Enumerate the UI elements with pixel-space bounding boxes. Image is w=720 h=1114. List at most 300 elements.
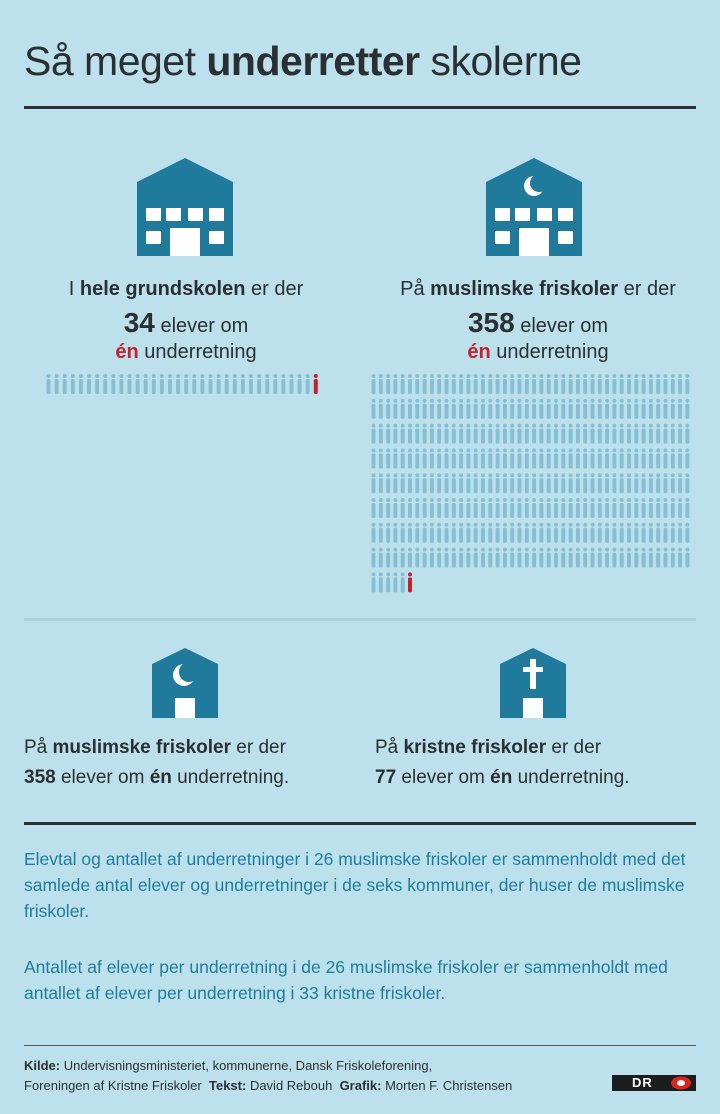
person-icon [525,374,529,394]
person-icon [273,374,277,394]
person-icon [474,424,478,444]
person-icon [408,498,412,518]
source-credits: Kilde: Undervisningsministeriet, kommunerne, Dansk Friskoleforening, Foreningen af Kristne Friskoler Tekst: David Rebouh Grafik: Morten F. Christensen [24,1058,513,1093]
person-icon [257,374,261,394]
person-icon [678,498,682,518]
person-icon [561,548,565,568]
person-icon [249,374,253,394]
person-icon [474,448,478,468]
person-icon [518,548,522,568]
person-icon [576,498,580,518]
person-icon [488,548,492,568]
person-icon [401,473,405,493]
muslim-schools-pictogram [371,374,701,596]
person-icon [569,424,573,444]
person-icon [598,424,602,444]
person-icon [430,523,434,543]
person-icon [393,572,397,592]
person-icon [63,374,67,394]
person-icon [510,448,514,468]
person-icon [685,448,689,468]
person-icon [525,399,529,419]
person-icon [445,523,449,543]
person-icon [671,523,675,543]
person-icon [525,523,529,543]
person-icon [459,399,463,419]
person-icon [649,473,653,493]
person-icon [393,374,397,394]
person-icon [627,448,631,468]
person-icon [466,498,470,518]
person-icon [685,498,689,518]
person-icon [612,473,616,493]
person-icon [656,473,660,493]
person-icon [103,374,107,394]
person-icon [393,473,397,493]
person-icon [525,548,529,568]
person-icon [452,399,456,419]
person-icon [401,374,405,394]
person-icon [481,424,485,444]
person-icon [671,399,675,419]
person-icon [605,548,609,568]
person-icon [598,473,602,493]
person-icon [401,498,405,518]
person-icon [496,399,500,419]
person-icon [87,374,91,394]
person-icon [642,399,646,419]
person-icon [649,498,653,518]
person-icon [415,523,419,543]
person-icon [576,548,580,568]
person-icon [634,473,638,493]
person-icon [576,399,580,419]
person-icon [656,548,660,568]
person-icon [452,374,456,394]
person-icon [518,374,522,394]
person-icon [437,424,441,444]
person-icon [168,374,172,394]
person-icon [423,399,427,419]
person-icon [306,374,310,394]
person-icon [488,523,492,543]
person-icon [401,448,405,468]
person-icon [642,448,646,468]
grundskolen-caption: I hele grundskolen er der 34 elever om én underretning [68,278,304,363]
person-icon [415,399,419,419]
christian-schools-stat: På kristne friskoler er der 77 elever om én underretning. [375,737,630,788]
person-icon [518,399,522,419]
person-icon [71,374,75,394]
person-icon [459,523,463,543]
person-icon [408,399,412,419]
person-icon [612,374,616,394]
person-icon [415,374,419,394]
person-icon [437,448,441,468]
person-icon [386,548,390,568]
person-icon [408,473,412,493]
person-icon [685,399,689,419]
description-divider [24,822,696,825]
person-icon [598,448,602,468]
person-icon [671,424,675,444]
person-icon [554,374,558,394]
person-icon [605,374,609,394]
person-icon [525,473,529,493]
person-icon [372,448,376,468]
person-icon [547,548,551,568]
person-icon [561,523,565,543]
person-icon [532,498,536,518]
person-icon [591,374,595,394]
person-icon [488,374,492,394]
person-icon [466,374,470,394]
person-icon [605,473,609,493]
person-icon [510,399,514,419]
person-icon [466,548,470,568]
muslim-school-small-icon [152,648,218,718]
person-icon [532,374,536,394]
person-icon [415,424,419,444]
person-icon [488,498,492,518]
person-icon [620,473,624,493]
person-icon [678,448,682,468]
person-icon [503,399,507,419]
person-icon [184,374,188,394]
person-icon [55,374,59,394]
person-icon [569,399,573,419]
person-icon [445,399,449,419]
person-icon [685,374,689,394]
person-icon [634,399,638,419]
person-icon [547,448,551,468]
person-icon [401,399,405,419]
person-icon [217,374,221,394]
person-icon [583,473,587,493]
person-icon [379,448,383,468]
person-icon [642,498,646,518]
person-icon [415,448,419,468]
person-icon [561,399,565,419]
person-icon [496,498,500,518]
person-icon [496,448,500,468]
person-icon [452,498,456,518]
person-icon [685,424,689,444]
person-icon [503,374,507,394]
person-icon [510,548,514,568]
person-icon [474,399,478,419]
person-icon [510,473,514,493]
person-icon [576,448,580,468]
person-icon [241,374,245,394]
person-icon [401,548,405,568]
person-icon [612,498,616,518]
person-icon [539,374,543,394]
person-icon [459,473,463,493]
person-icon [634,424,638,444]
person-icon [518,473,522,493]
person-icon [627,424,631,444]
person-icon [569,548,573,568]
person-icon [496,424,500,444]
person-icon [591,548,595,568]
person-icon [503,548,507,568]
person-icon [445,424,449,444]
person-icon [423,424,427,444]
person-icon [481,448,485,468]
person-icon [430,498,434,518]
person-icon [445,374,449,394]
grundskolen-pictogram [46,374,336,398]
person-icon [466,523,470,543]
person-icon [605,399,609,419]
person-icon [372,498,376,518]
person-icon [160,374,164,394]
person-icon [591,473,595,493]
person-icon [569,473,573,493]
person-icon [481,548,485,568]
person-icon [474,523,478,543]
person-icon [408,548,412,568]
person-icon [642,374,646,394]
person-icon [386,498,390,518]
person-icon [459,374,463,394]
person-icon [598,523,602,543]
person-icon [554,448,558,468]
person-icon [678,374,682,394]
muslim-school-building-icon [486,158,582,256]
person-icon [591,424,595,444]
person-icon [598,374,602,394]
person-icon [583,448,587,468]
person-icon [634,374,638,394]
person-icon [627,473,631,493]
person-icon [474,498,478,518]
person-icon [200,374,204,394]
person-icon [437,498,441,518]
person-icon [437,399,441,419]
person-icon [430,448,434,468]
person-icon [510,374,514,394]
person-icon [678,548,682,568]
person-icon [496,548,500,568]
person-icon [539,448,543,468]
person-icon [649,448,653,468]
person-icon [656,399,660,419]
person-icon [561,374,565,394]
person-icon [408,448,412,468]
person-icon [95,374,99,394]
person-icon [488,424,492,444]
person-icon [466,473,470,493]
person-icon [176,374,180,394]
page-title: Så meget underretter skolerne [24,38,582,84]
person-icon [525,424,529,444]
person-icon [401,424,405,444]
person-icon [576,374,580,394]
person-icon [547,523,551,543]
person-icon [547,473,551,493]
person-icon [430,548,434,568]
person-icon [452,424,456,444]
person-icon [605,448,609,468]
person-icon [379,572,383,592]
person-icon [598,548,602,568]
person-icon [372,374,376,394]
person-icon [47,374,51,394]
person-icon [642,473,646,493]
person-icon [620,424,624,444]
person-icon [430,424,434,444]
person-icon [591,399,595,419]
person-icon [379,548,383,568]
person-icon [685,548,689,568]
person-icon [445,548,449,568]
person-icon [620,523,624,543]
person-icon [209,374,213,394]
person-icon [518,448,522,468]
dr-logo-mark-icon [670,1076,692,1090]
person-icon [583,399,587,419]
person-icon [379,498,383,518]
person-icon [401,523,405,543]
person-icon [372,424,376,444]
person-icon [488,448,492,468]
person-icon [569,498,573,518]
person-icon [627,374,631,394]
person-icon [111,374,115,394]
school-building-icon [137,158,233,256]
person-icon [656,498,660,518]
person-icon [547,424,551,444]
person-icon [488,473,492,493]
person-icon [466,424,470,444]
person-icon [664,523,668,543]
person-icon [393,424,397,444]
person-icon [265,374,269,394]
person-icon [408,424,412,444]
person-icon [525,498,529,518]
person-icon [539,548,543,568]
person-icon [503,424,507,444]
person-icon [452,548,456,568]
person-icon [452,523,456,543]
person-icon [459,548,463,568]
person-icon [664,548,668,568]
title-divider [24,106,696,109]
person-icon [136,374,140,394]
person-icon [430,473,434,493]
person-icon [656,374,660,394]
person-icon [379,473,383,493]
person-icon [459,498,463,518]
person-icon [612,448,616,468]
person-icon [583,374,587,394]
person-icon [430,399,434,419]
person-icon [445,473,449,493]
person-icon [671,498,675,518]
person-icon [561,498,565,518]
person-icon [649,424,653,444]
person-icon [372,548,376,568]
person-icon [576,523,580,543]
person-icon [664,374,668,394]
person-icon [642,548,646,568]
person-reported-icon [408,572,412,592]
person-icon [612,399,616,419]
person-icon [554,548,558,568]
christian-school-small-icon [500,648,566,718]
person-icon [671,448,675,468]
person-icon [437,523,441,543]
person-icon [408,374,412,394]
person-icon [649,548,653,568]
person-icon [144,374,148,394]
person-icon [685,473,689,493]
person-icon [532,448,536,468]
person-icon [452,473,456,493]
person-icon [554,424,558,444]
person-icon [152,374,156,394]
muslim-schools-caption: På muslimske friskoler er der 358 elever om én underretning [400,278,676,363]
person-icon [119,374,123,394]
person-icon [605,523,609,543]
person-icon [386,572,390,592]
person-icon [445,498,449,518]
person-icon [649,374,653,394]
person-icon [569,448,573,468]
person-icon [539,498,543,518]
person-icon [290,374,294,394]
person-icon [539,424,543,444]
person-icon [496,473,500,493]
person-icon [634,498,638,518]
person-icon [423,374,427,394]
person-icon [605,424,609,444]
person-icon [554,473,558,493]
person-icon [393,448,397,468]
person-icon [466,399,470,419]
person-icon [532,523,536,543]
person-icon [627,498,631,518]
person-icon [569,523,573,543]
person-icon [591,523,595,543]
person-icon [532,399,536,419]
person-icon [503,473,507,493]
person-icon [423,498,427,518]
person-icon [539,399,543,419]
person-icon [583,548,587,568]
person-icon [386,399,390,419]
person-icon [518,424,522,444]
person-icon [664,399,668,419]
person-icon [386,473,390,493]
person-icon [525,448,529,468]
person-icon [408,523,412,543]
person-icon [620,399,624,419]
person-icon [379,523,383,543]
person-icon [372,523,376,543]
person-icon [620,374,624,394]
person-icon [598,498,602,518]
person-icon [496,523,500,543]
person-icon [634,448,638,468]
person-icon [612,523,616,543]
person-icon [547,498,551,518]
person-icon [233,374,237,394]
person-icon [393,399,397,419]
person-icon [612,424,616,444]
